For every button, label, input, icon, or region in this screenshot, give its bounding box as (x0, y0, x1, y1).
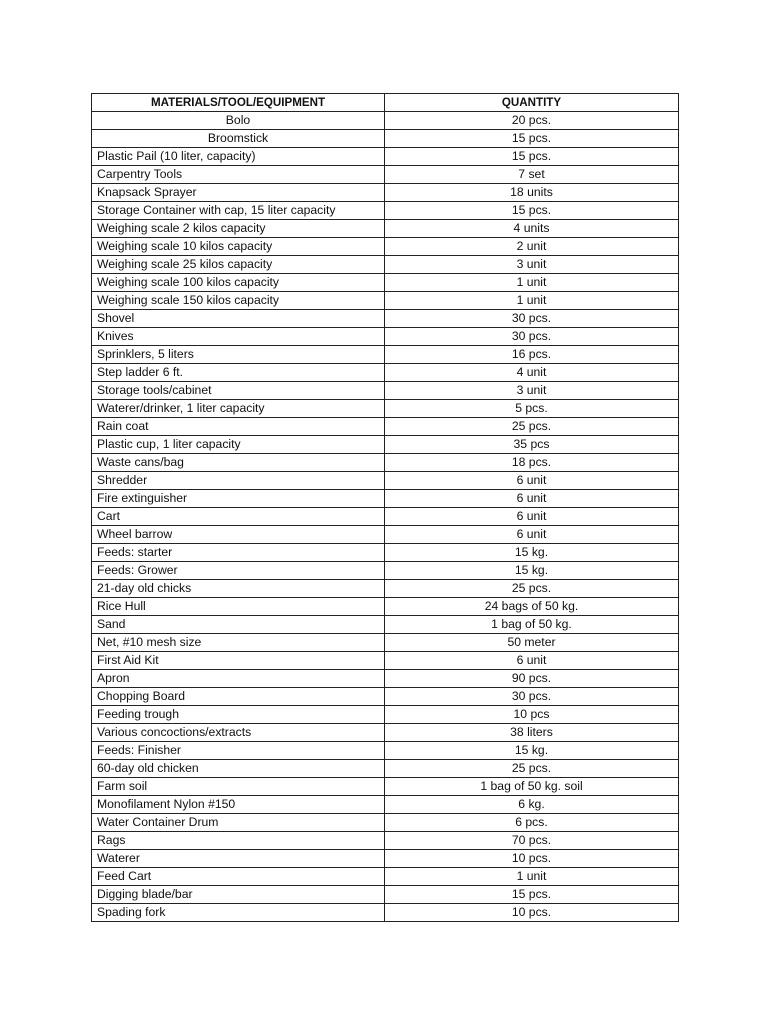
quantity-cell: 6 unit (385, 526, 679, 544)
quantity-cell: 18 pcs. (385, 454, 679, 472)
table-row (92, 904, 679, 922)
quantity-cell: 4 unit (385, 364, 679, 382)
table-row (92, 472, 679, 490)
table-row (92, 526, 679, 544)
quantity-cell: 30 pcs. (385, 310, 679, 328)
item-cell: Bolo (92, 112, 385, 130)
quantity-cell: 15 kg. (385, 544, 679, 562)
item-cell: 21-day old chicks (92, 580, 385, 598)
table-row (92, 868, 679, 886)
item-cell: Feed Cart (92, 868, 385, 886)
quantity-cell: 16 pcs. (385, 346, 679, 364)
quantity-cell: 24 bags of 50 kg. (385, 598, 679, 616)
table-row (92, 238, 679, 256)
item-cell: Rice Hull (92, 598, 385, 616)
quantity-cell: 90 pcs. (385, 670, 679, 688)
quantity-cell: 6 unit (385, 652, 679, 670)
quantity-cell: 25 pcs. (385, 760, 679, 778)
quantity-cell: 15 pcs. (385, 202, 679, 220)
table-row (92, 796, 679, 814)
table-row (92, 220, 679, 238)
quantity-cell: 15 kg. (385, 742, 679, 760)
item-cell: Weighing scale 150 kilos capacity (92, 292, 385, 310)
quantity-cell: 6 unit (385, 472, 679, 490)
table-row (92, 634, 679, 652)
quantity-cell: 50 meter (385, 634, 679, 652)
quantity-cell: 20 pcs. (385, 112, 679, 130)
table-row (92, 832, 679, 850)
quantity-cell: 6 unit (385, 490, 679, 508)
table-row (92, 724, 679, 742)
item-cell: Storage tools/cabinet (92, 382, 385, 400)
table-row (92, 652, 679, 670)
table-row (92, 688, 679, 706)
item-cell: Apron (92, 670, 385, 688)
quantity-cell: 15 kg. (385, 562, 679, 580)
item-cell: Monofilament Nylon #150 (92, 796, 385, 814)
table-row (92, 544, 679, 562)
table-header-row (92, 94, 679, 112)
item-cell: Water Container Drum (92, 814, 385, 832)
table-row (92, 562, 679, 580)
item-cell: Feeding trough (92, 706, 385, 724)
table-row (92, 310, 679, 328)
quantity-cell: 25 pcs. (385, 580, 679, 598)
item-cell: Net, #10 mesh size (92, 634, 385, 652)
quantity-cell: 10 pcs. (385, 904, 679, 922)
item-cell: Weighing scale 25 kilos capacity (92, 256, 385, 274)
quantity-cell: 30 pcs. (385, 328, 679, 346)
quantity-cell: 2 unit (385, 238, 679, 256)
table-row (92, 148, 679, 166)
item-cell: Farm soil (92, 778, 385, 796)
item-cell: Rain coat (92, 418, 385, 436)
item-cell: 60-day old chicken (92, 760, 385, 778)
table-row (92, 202, 679, 220)
quantity-cell: 15 pcs. (385, 148, 679, 166)
item-cell: Weighing scale 10 kilos capacity (92, 238, 385, 256)
item-cell: Weighing scale 100 kilos capacity (92, 274, 385, 292)
table-row (92, 580, 679, 598)
table-row (92, 328, 679, 346)
quantity-cell: 15 pcs. (385, 130, 679, 148)
table-row (92, 886, 679, 904)
table-row (92, 454, 679, 472)
table-row (92, 274, 679, 292)
item-cell: Carpentry Tools (92, 166, 385, 184)
item-cell: Spading fork (92, 904, 385, 922)
quantity-cell: 1 unit (385, 292, 679, 310)
item-cell: Shovel (92, 310, 385, 328)
item-cell: Shredder (92, 472, 385, 490)
item-cell: Knives (92, 328, 385, 346)
item-cell: Digging blade/bar (92, 886, 385, 904)
item-cell: Rags (92, 832, 385, 850)
item-cell: Weighing scale 2 kilos capacity (92, 220, 385, 238)
table-row (92, 292, 679, 310)
item-cell: Chopping Board (92, 688, 385, 706)
item-cell: Plastic cup, 1 liter capacity (92, 436, 385, 454)
table-row (92, 364, 679, 382)
table-row (92, 814, 679, 832)
table-row (92, 184, 679, 202)
quantity-cell: 70 pcs. (385, 832, 679, 850)
table-row (92, 670, 679, 688)
table-row (92, 850, 679, 868)
item-cell: Storage Container with cap, 15 liter capacity (92, 202, 385, 220)
header-quantity: QUANTITY (385, 94, 679, 112)
table-row (92, 382, 679, 400)
item-cell: Feeds: Grower (92, 562, 385, 580)
item-cell: First Aid Kit (92, 652, 385, 670)
quantity-cell: 1 bag of 50 kg. soil (385, 778, 679, 796)
quantity-cell: 5 pcs. (385, 400, 679, 418)
table-row (92, 346, 679, 364)
table-row (92, 616, 679, 634)
table-row (92, 166, 679, 184)
header-materials: MATERIALS/TOOL/EQUIPMENT (92, 94, 385, 112)
quantity-cell: 6 kg. (385, 796, 679, 814)
table-body (92, 112, 679, 922)
table-row (92, 418, 679, 436)
table-row (92, 706, 679, 724)
quantity-cell: 1 unit (385, 868, 679, 886)
quantity-cell: 15 pcs. (385, 886, 679, 904)
quantity-cell: 6 unit (385, 508, 679, 526)
item-cell: Plastic Pail (10 liter, capacity) (92, 148, 385, 166)
table-row (92, 760, 679, 778)
item-cell: Step ladder 6 ft. (92, 364, 385, 382)
item-cell: Waterer (92, 850, 385, 868)
table-row (92, 112, 679, 130)
item-cell: Fire extinguisher (92, 490, 385, 508)
table-row (92, 256, 679, 274)
quantity-cell: 1 unit (385, 274, 679, 292)
item-cell: Knapsack Sprayer (92, 184, 385, 202)
table-row (92, 490, 679, 508)
quantity-cell: 18 units (385, 184, 679, 202)
quantity-cell: 4 units (385, 220, 679, 238)
item-cell: Sand (92, 616, 385, 634)
quantity-cell: 1 bag of 50 kg. (385, 616, 679, 634)
table-row (92, 400, 679, 418)
table-row (92, 130, 679, 148)
materials-table (91, 93, 679, 922)
table-row (92, 508, 679, 526)
quantity-cell: 35 pcs (385, 436, 679, 454)
item-cell: Waterer/drinker, 1 liter capacity (92, 400, 385, 418)
quantity-cell: 10 pcs (385, 706, 679, 724)
quantity-cell: 7 set (385, 166, 679, 184)
item-cell: Feeds: Finisher (92, 742, 385, 760)
table-row (92, 778, 679, 796)
quantity-cell: 10 pcs. (385, 850, 679, 868)
quantity-cell: 30 pcs. (385, 688, 679, 706)
quantity-cell: 38 liters (385, 724, 679, 742)
quantity-cell: 3 unit (385, 256, 679, 274)
quantity-cell: 3 unit (385, 382, 679, 400)
item-cell: Cart (92, 508, 385, 526)
item-cell: Waste cans/bag (92, 454, 385, 472)
table-row (92, 598, 679, 616)
item-cell: Various concoctions/extracts (92, 724, 385, 742)
quantity-cell: 25 pcs. (385, 418, 679, 436)
item-cell: Sprinklers, 5 liters (92, 346, 385, 364)
item-cell: Feeds: starter (92, 544, 385, 562)
item-cell: Broomstick (92, 130, 385, 148)
quantity-cell: 6 pcs. (385, 814, 679, 832)
table-row (92, 436, 679, 454)
item-cell: Wheel barrow (92, 526, 385, 544)
table-row (92, 742, 679, 760)
